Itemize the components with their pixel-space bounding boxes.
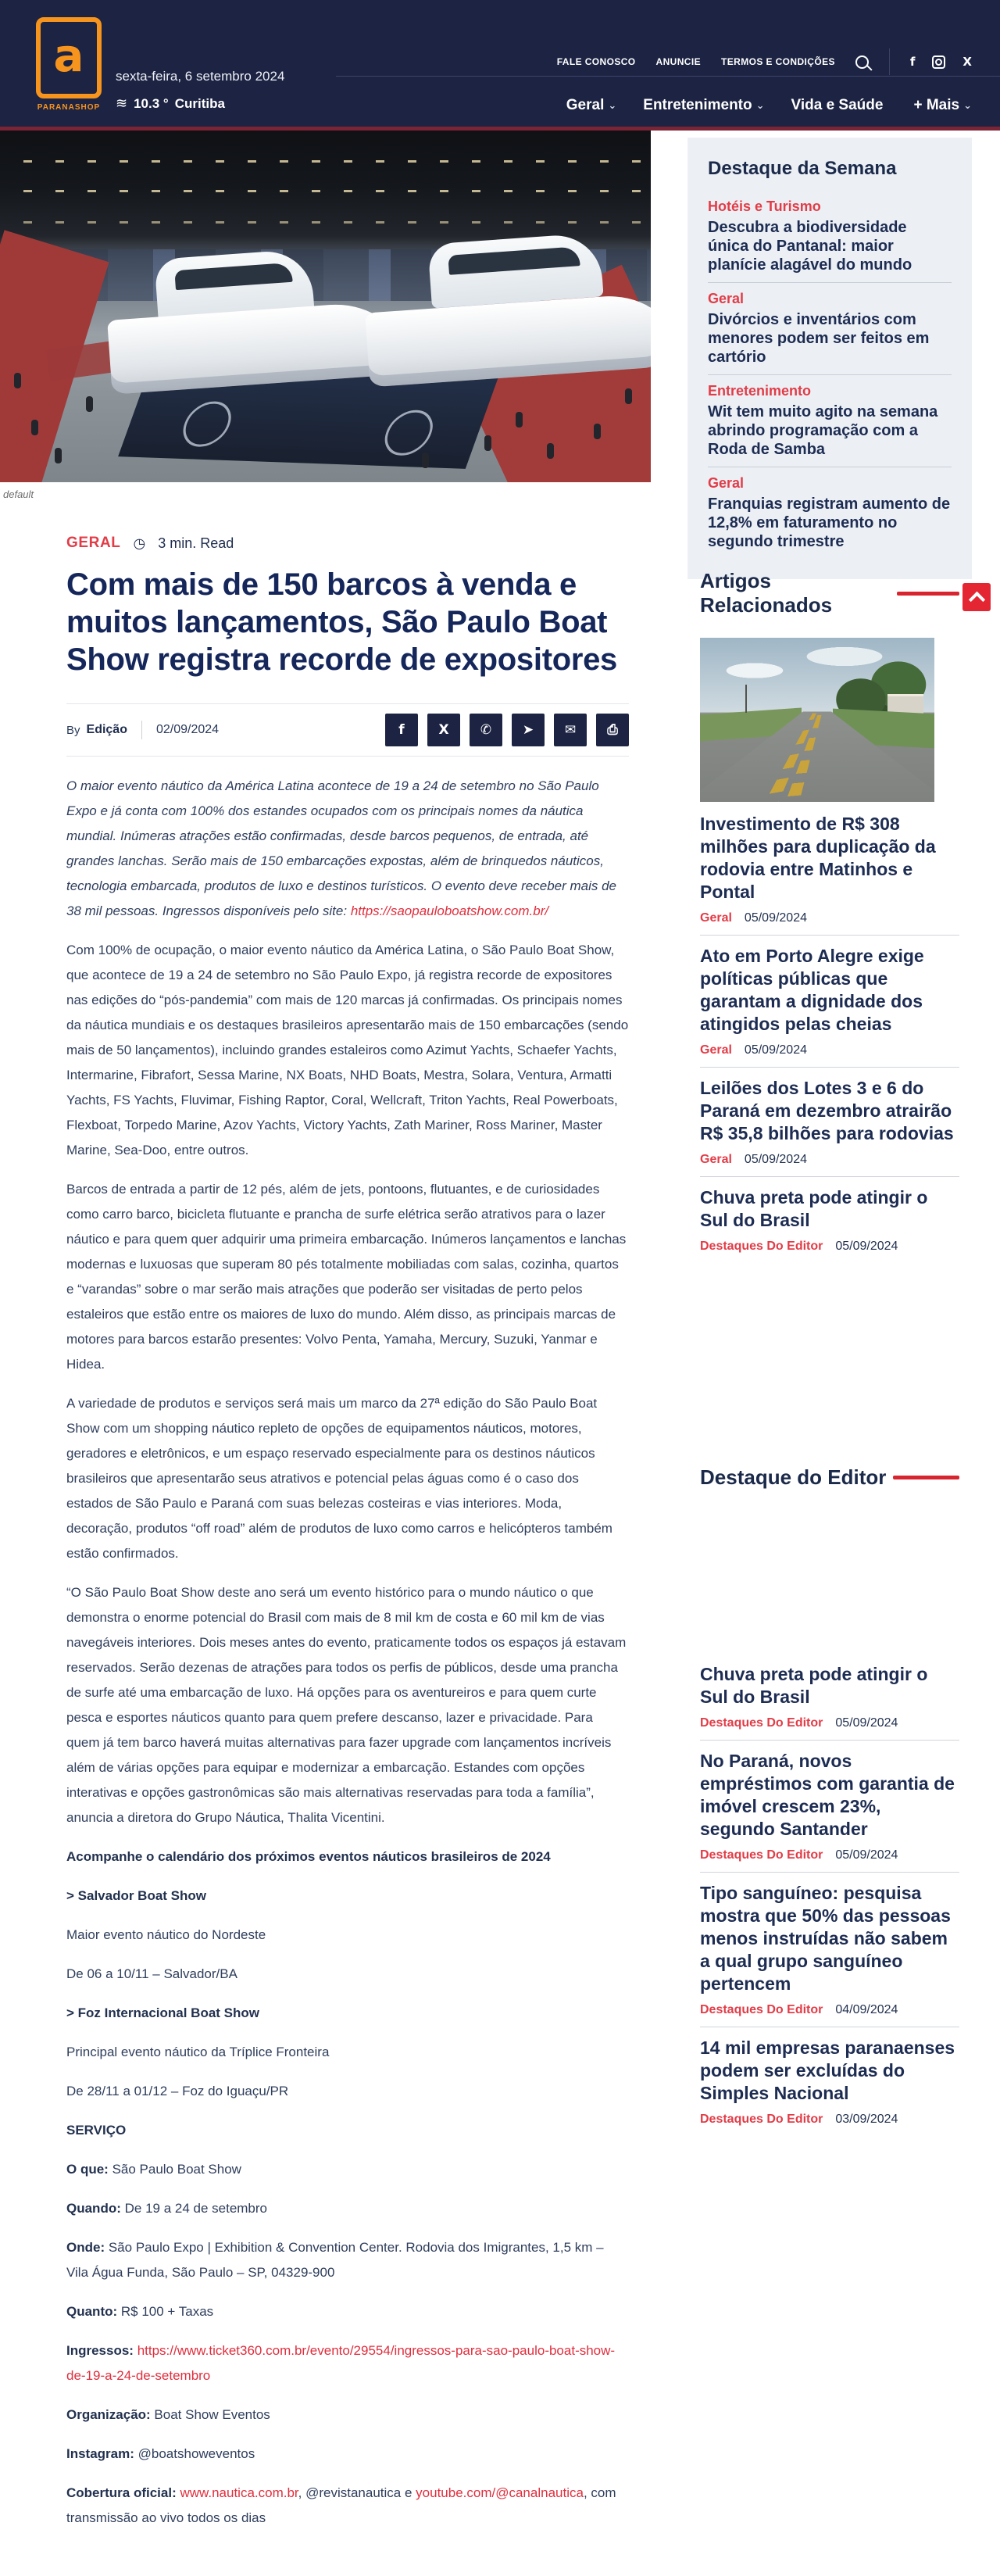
weekly-list [708, 191, 952, 559]
clock-icon: ◷ [133, 535, 146, 552]
header-link-termos[interactable]: TERMOS E CONDIÇÕES [721, 56, 835, 67]
related-list [700, 628, 959, 1263]
item-category[interactable]: Destaques Do Editor [700, 2113, 823, 2126]
byline-by: By [66, 723, 80, 737]
item-category[interactable]: Destaques Do Editor [700, 1716, 823, 1730]
nav-item-entretenimento[interactable] [643, 97, 764, 114]
text-segment: R$ 100 + Taxas [120, 2304, 214, 2319]
text-segment: O maior evento náutico da América Latina acontece de 19 a 24 de setembro no São Paulo Expo e já conta com 100% dos estandes ocupados com os principais nomes da náutica mundial. Inúmeras atrações estão confirmadas, desde barcos pequenos, de entrada, até grandes lanchas. Serão mais de 150 embarcações expostas, além de brinquedos náuticos, tecnologia embarcada, produtos de luxo e destinos turísticos. O evento deve receber mais de 38 mil pessoas. Ingressos disponíveis pelo site: [66, 778, 617, 918]
related-item[interactable] [700, 936, 959, 1068]
paragraph [66, 1580, 629, 1830]
paragraph [66, 2118, 629, 2143]
weekly-highlights [688, 138, 972, 579]
item-meta [700, 1716, 959, 1730]
paragraph [66, 2402, 629, 2428]
read-time: 3 min. Read [158, 535, 234, 551]
social-icons [910, 55, 972, 69]
text-segment: > Foz Internacional Boat Show [66, 2005, 259, 2020]
item-title[interactable]: 14 mil empresas paranaenses podem ser excluídas do Simples Nacional [700, 2038, 955, 2103]
share-icon: ✉ [564, 721, 577, 738]
item-meta [700, 1848, 959, 1862]
item-meta [700, 911, 959, 925]
weather-city: Curitiba [174, 95, 225, 111]
item-title[interactable]: Descubra a biodiversidade única do Pantanal: maior planície alagável do mundo [708, 219, 912, 274]
article-hero-image [0, 131, 651, 482]
item-date: 04/09/2024 [835, 2003, 898, 2016]
item-date: 05/09/2024 [744, 911, 807, 925]
logo-mark-icon [36, 17, 102, 98]
brand-name: PARANASHOP [37, 103, 101, 112]
text-segment: > Salvador Boat Show [66, 1888, 207, 1903]
text-segment: “O São Paulo Boat Show deste ano será um evento histórico para o mundo náutico o que demonstra o enorme potencial do Brasil com mais de 8 mil km de costa e 60 mil km de vias navegáveis interiores. Dois meses antes do evento, praticamente todos os espaços já estavam reservados. Serão dezenas de atrações para todos os perfis de públicos, desde uma prancha de surfe até uma embarcação de luxo. Há opções para os aventureiros e para quem curte pesca e esportes náuticos quanto para quem prefere descanso, lazer e privacidade. Para quem já tem barco haverá muitas alternativas para fazer upgrade com lançamentos incríveis além de várias opções para equipar e modernizar a embarcação. Estandes com opções interativas e opções gastronômicas são mais alternativas reservadas para toda a família”, anuncia a diretora do Grupo Náutica, Thalita Vicentini. [66, 1585, 627, 1825]
nav-item-geral[interactable] [566, 97, 617, 114]
inline-link[interactable]: youtube.com/@canalnautica [416, 2485, 584, 2500]
text-segment: São Paulo Expo | Exhibition & Convention Center. Rodovia dos Imigrantes, 1,5 km – Vila Água Funda, São Paulo – SP, 04329-900 [66, 2240, 604, 2280]
text-segment: São Paulo Boat Show [112, 2162, 241, 2177]
header-divider [336, 76, 1000, 77]
road-thumbnail [700, 638, 934, 802]
item-category[interactable]: Destaques Do Editor [700, 1240, 823, 1253]
item-category[interactable]: Geral [700, 1153, 732, 1166]
paragraph [66, 1962, 629, 1987]
text-segment: Acompanhe o calendário dos próximos eventos náuticos brasileiros de 2024 [66, 1849, 551, 1864]
image-caption: default [3, 488, 34, 500]
share-button-email[interactable] [554, 714, 587, 746]
item-date: 03/09/2024 [835, 2113, 898, 2126]
related-title: Artigos Relacionados [700, 569, 833, 617]
yacht-right [367, 232, 651, 377]
share-icon: ✆ [480, 721, 492, 738]
text-segment: De 28/11 a 01/12 – Foz do Iguaçu/PR [66, 2084, 289, 2098]
paragraph [66, 774, 629, 924]
related-item[interactable] [700, 1177, 959, 1263]
divider [66, 756, 629, 757]
item-title[interactable]: Leilões dos Lotes 3 e 6 do Paraná em dezembro atrairão R$ 35,8 bilhões para rodovias [700, 1078, 954, 1143]
nav-item-label: Geral [566, 97, 605, 113]
item-category[interactable]: Destaques Do Editor [700, 2003, 823, 2016]
section-header [700, 1465, 959, 1490]
paragraph [66, 2299, 629, 2324]
weather-widget [116, 95, 225, 112]
item-category[interactable]: Hotéis e Turismo [708, 199, 821, 214]
item-meta [700, 1240, 959, 1254]
text-segment: Maior evento náutico do Nordeste [66, 1927, 266, 1942]
item-title[interactable]: Ato em Porto Alegre exige políticas públicas que garantam a dignidade dos atingidos pelas cheias [700, 946, 924, 1034]
item-title[interactable]: No Paraná, novos empréstimos com garantia de imóvel crescem 23%, segundo Santander [700, 1751, 955, 1839]
text-segment: , com transmissão ao vivo todos os dias [66, 2485, 616, 2525]
text-segment: A variedade de produtos e serviços será mais um marco da 27ª edição do São Paulo Boat Show com um shopping náutico repleto de opções de equipamentos náuticos, motores, geradores e eletrônicos, e um espaço reservado especialmente para os destinos náuticos brasileiros que apresentarão seus atrativos e potencial pelas águas como é o caso dos estados de São Paulo e Paraná com suas belezas costeiras e vias interiores. Moda, decoração, produtos “off road” além de produtos de luxo como carros e helicópteros também estão confirmados. [66, 1396, 612, 1561]
paragraph [66, 2338, 629, 2388]
sidebar [688, 138, 972, 2126]
site-header [0, 0, 1000, 131]
text-segment: Onde: [66, 2240, 109, 2255]
author-name[interactable]: Edição [86, 723, 127, 736]
chevron-down-icon: ⌄ [963, 100, 972, 112]
text-segment: Boat Show Eventos [154, 2407, 270, 2422]
item-date: 05/09/2024 [744, 1043, 807, 1057]
weekly-title: Destaque da Semana [708, 158, 897, 179]
share-button-x-twitter[interactable] [427, 714, 460, 746]
text-segment: O que: [66, 2162, 112, 2177]
byline [66, 704, 629, 756]
item-category[interactable]: Geral [700, 1043, 732, 1057]
share-icon: ➤ [522, 721, 534, 738]
share-icon: ⎙ [607, 721, 618, 738]
item-meta [700, 2003, 959, 2017]
chevron-down-icon: ⌄ [608, 100, 617, 112]
text-segment: Quando: [66, 2201, 125, 2216]
paragraph [66, 2157, 629, 2182]
editor-item[interactable] [700, 1654, 959, 1741]
section-header [700, 569, 959, 617]
nav-item-label: + Mais [913, 97, 960, 113]
site-logo[interactable] [31, 17, 106, 112]
paragraph [66, 1884, 629, 1909]
item-title[interactable]: Investimento de R$ 308 milhões para duplicação da rodovia entre Matinhos e Pontal [700, 814, 936, 902]
text-segment: @boatshoweventos [138, 2446, 255, 2461]
text-segment: Barcos de entrada a partir de 12 pés, além de jets, pontoons, flutuantes, e de curiosidades como carro barco, bicicleta flutuante e prancha de surfe elétrica serão atrativos para o lazer náutico e para quem quer adquirir uma primeira embarcação. Inúmeros lançamentos e lanchas modernas e luxuosas que superam 80 pés totalmente mobiliadas com salas, cozinha, quartos e “varandas” sobre o mar serão mais atrações que poderão ser visitadas de perto pelos estaleiros que estão entre os maiores de luxo do mundo. Além disso, as principais marcas de motores para barcos estarão presentes: Volvo Penta, Yamaha, Mercury, Suzuki, Yanmar e Hidea. [66, 1182, 627, 1372]
editor-highlights [700, 1465, 959, 2136]
share-icon: f [398, 721, 405, 738]
item-title[interactable]: Divórcios e inventários com menores podem ser feitos em cartório [708, 311, 930, 366]
editor-item[interactable] [700, 1741, 959, 1873]
share-buttons [385, 714, 629, 746]
nav-item-label: Vida e Saúde [791, 97, 884, 113]
article-body [66, 774, 629, 2576]
paragraph [66, 2001, 629, 2026]
weekly-item[interactable] [708, 467, 952, 559]
x-twitter-icon[interactable]: X [962, 55, 972, 69]
item-title[interactable]: Franquias registram aumento de 12,8% em faturamento no segundo trimestre [708, 496, 951, 550]
article-title: Com mais de 150 barcos à venda e muitos lançamentos, São Paulo Boat Show registra recorde de expositores [66, 567, 618, 677]
main-nav [566, 97, 972, 114]
text-segment: Instagram: [66, 2446, 138, 2461]
item-category[interactable]: Geral [700, 911, 732, 925]
article-meta [66, 535, 629, 552]
related-item[interactable] [700, 1068, 959, 1177]
related-articles [700, 569, 959, 1263]
paragraph [66, 1844, 629, 1869]
item-date: 05/09/2024 [835, 1848, 898, 1862]
item-title[interactable]: Tipo sanguíneo: pesquisa mostra que 50% das pessoas menos instruídas não sabem a qual grupo sanguíneo pertencem [700, 1883, 951, 1994]
text-segment: , @revistanautica e [298, 2485, 416, 2500]
share-button-telegram[interactable] [512, 714, 545, 746]
item-category[interactable]: Geral [708, 475, 745, 491]
item-title[interactable]: Chuva preta pode atingir o Sul do Brasil [700, 1664, 928, 1707]
share-button-whatsapp[interactable] [470, 714, 502, 746]
paragraph [66, 1177, 629, 1377]
category-label[interactable]: GERAL [66, 535, 121, 551]
publish-date: 02/09/2024 [155, 723, 220, 736]
scroll-top-button[interactable] [962, 583, 991, 611]
header-date: sexta-feira, 6 setembro 2024 [116, 69, 285, 84]
accent-line [893, 1476, 959, 1479]
weekly-item[interactable] [708, 191, 952, 283]
item-date: 05/09/2024 [835, 1240, 898, 1253]
paragraph [66, 2040, 629, 2065]
separator [141, 721, 142, 739]
weather-temp: 10.3 ° [134, 95, 169, 111]
search-icon[interactable] [855, 55, 869, 69]
paragraph [66, 2442, 629, 2467]
nav-item-vida-e-saude[interactable] [791, 97, 888, 114]
text-segment: De 06 a 10/11 – Salvador/BA [66, 1966, 238, 1981]
weather-icon: ≋ [116, 95, 128, 112]
item-meta [700, 1043, 959, 1057]
item-meta [700, 1153, 959, 1167]
item-category[interactable]: Destaques Do Editor [700, 1848, 823, 1862]
inline-link[interactable]: https://saopauloboatshow.com.br/ [350, 903, 549, 918]
header-link-anuncie[interactable]: ANUNCIE [655, 56, 701, 67]
ceiling-lights [0, 160, 651, 163]
article [66, 535, 629, 2576]
share-button-print[interactable] [596, 714, 629, 746]
paragraph [66, 1391, 629, 1566]
separator [889, 48, 890, 75]
item-title[interactable]: Chuva preta pode atingir o Sul do Brasil [700, 1187, 928, 1230]
text-segment: Organização: [66, 2407, 155, 2422]
inline-link[interactable]: https://www.ticket360.com.br/evento/29554/ingressos-para-sao-paulo-boat-show-de-19-a-24-de-setembro [66, 2343, 616, 2383]
paragraph [66, 938, 629, 1163]
editor-title: Destaque do Editor [700, 1465, 887, 1489]
paragraph [66, 2235, 629, 2285]
editor-item[interactable] [700, 2027, 959, 2136]
item-category[interactable]: Geral [708, 291, 745, 306]
editor-item[interactable] [700, 1873, 959, 2027]
text-segment: Principal evento náutico da Tríplice Fronteira [66, 2045, 330, 2059]
text-segment: Quanto: [66, 2304, 121, 2319]
header-toprow [557, 48, 972, 75]
yacht-left [109, 248, 398, 385]
text-segment: Cobertura oficial: [66, 2485, 180, 2500]
instagram-icon[interactable] [932, 55, 945, 69]
item-date: 05/09/2024 [835, 1716, 898, 1730]
accent-line [897, 592, 959, 596]
text-segment: De 19 a 24 de setembro [124, 2201, 268, 2216]
nav-item-mais[interactable] [913, 97, 972, 114]
paragraph [66, 2079, 629, 2104]
item-date: 05/09/2024 [744, 1153, 807, 1166]
chevron-up-icon [968, 591, 984, 607]
weekly-item[interactable] [708, 283, 952, 375]
weekly-item[interactable] [708, 375, 952, 467]
text-segment: Ingressos: [66, 2343, 138, 2358]
header-links [557, 56, 835, 67]
nav-item-label: Entretenimento [643, 97, 752, 113]
paragraph [66, 2196, 629, 2221]
item-meta [700, 2113, 959, 2127]
logo-letter: a [53, 29, 84, 82]
share-button-facebook[interactable] [385, 714, 418, 746]
editor-list [700, 1654, 959, 2136]
chevron-down-icon: ⌄ [755, 100, 765, 112]
header-link-fale-conosco[interactable]: FALE CONOSCO [556, 56, 636, 67]
text-segment: Com 100% de ocupação, o maior evento náutico da América Latina, o São Paulo Boat Show, que acontece de 19 a 24 de setembro no São Paulo Expo, já registra recorde de expositores nas edições do “pós-pandemia” com mais de 120 marcas já confirmadas. Os principais nomes da náutica mundiais e os destaques brasileiros apresentarão mais de 150 embarcações (sendo mais de 50 lançamentos), incluindo grandes estaleiros como Azimut Yachts, Schaefer Yachts, Intermarine, Fibrafort, Sessa Marine, NX Boats, NHD Boats, Mestra, Solara, Ventura, Armatti Yachts, FS Yachts, Fluvimar, Fishing Raptor, Coral, Wellcraft, Triton Yachts, Real Powerboats, Flexboat, Torpedo Marine, Azov Yachts, Victory Yachts, Zath Mariner, Ross Mariner, Master Marine, Sea-Doo, entre outros. [66, 943, 629, 1157]
share-icon: X [438, 721, 449, 738]
item-title[interactable]: Wit tem muito agito na semana abrindo programação com a Roda de Samba [708, 403, 938, 458]
paragraph [66, 1923, 629, 1948]
item-category[interactable]: Entretenimento [708, 383, 812, 399]
inline-link[interactable]: www.nautica.com.br [180, 2485, 298, 2500]
text-segment: SERVIÇO [66, 2123, 127, 2138]
facebook-icon[interactable]: f [909, 55, 916, 69]
related-item[interactable] [700, 628, 959, 936]
